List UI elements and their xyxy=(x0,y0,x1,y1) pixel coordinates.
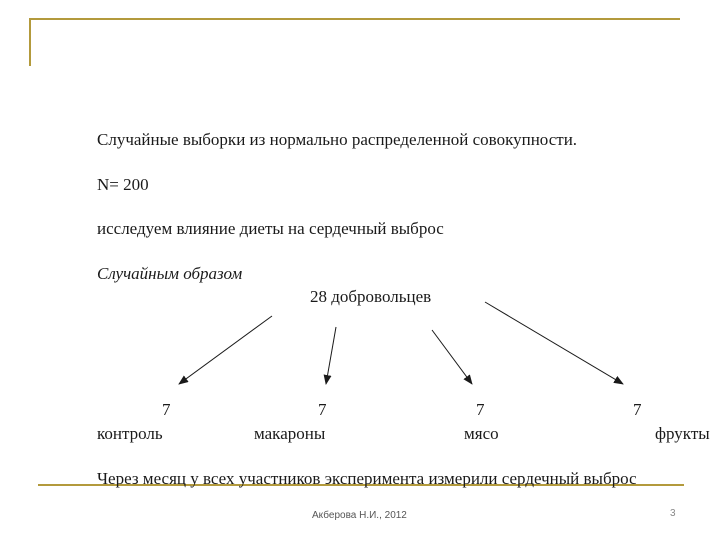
arrow-to-fruit xyxy=(485,302,623,384)
footer-author: Акберова Н.И., 2012 xyxy=(312,510,407,521)
arrow-to-control xyxy=(179,316,272,384)
group-label-fruit: фрукты xyxy=(655,424,710,443)
group-count-control: 7 xyxy=(162,400,171,419)
group-count-pasta: 7 xyxy=(318,400,327,419)
sample-size: N= 200 xyxy=(97,175,149,194)
group-label-control: контроль xyxy=(97,424,163,443)
page-number: 3 xyxy=(670,508,676,519)
group-label-meat: мясо xyxy=(464,424,499,443)
arrow-to-pasta xyxy=(326,327,336,384)
volunteers-node: 28 добровольцев xyxy=(310,287,432,306)
conclusion-text: Через месяц у всех участников эксперимента измерили сердечный выброс xyxy=(97,469,637,488)
group-label-pasta: макароны xyxy=(254,424,326,443)
arrow-to-meat xyxy=(432,330,472,384)
slide-title: Случайные выборки из нормально распределенной совокупности. xyxy=(97,130,578,149)
study-description: исследуем влияние диеты на сердечный выброс xyxy=(97,219,444,238)
group-count-meat: 7 xyxy=(476,400,485,419)
random-method: Случайным образом xyxy=(97,264,243,283)
group-count-fruit: 7 xyxy=(633,400,642,419)
